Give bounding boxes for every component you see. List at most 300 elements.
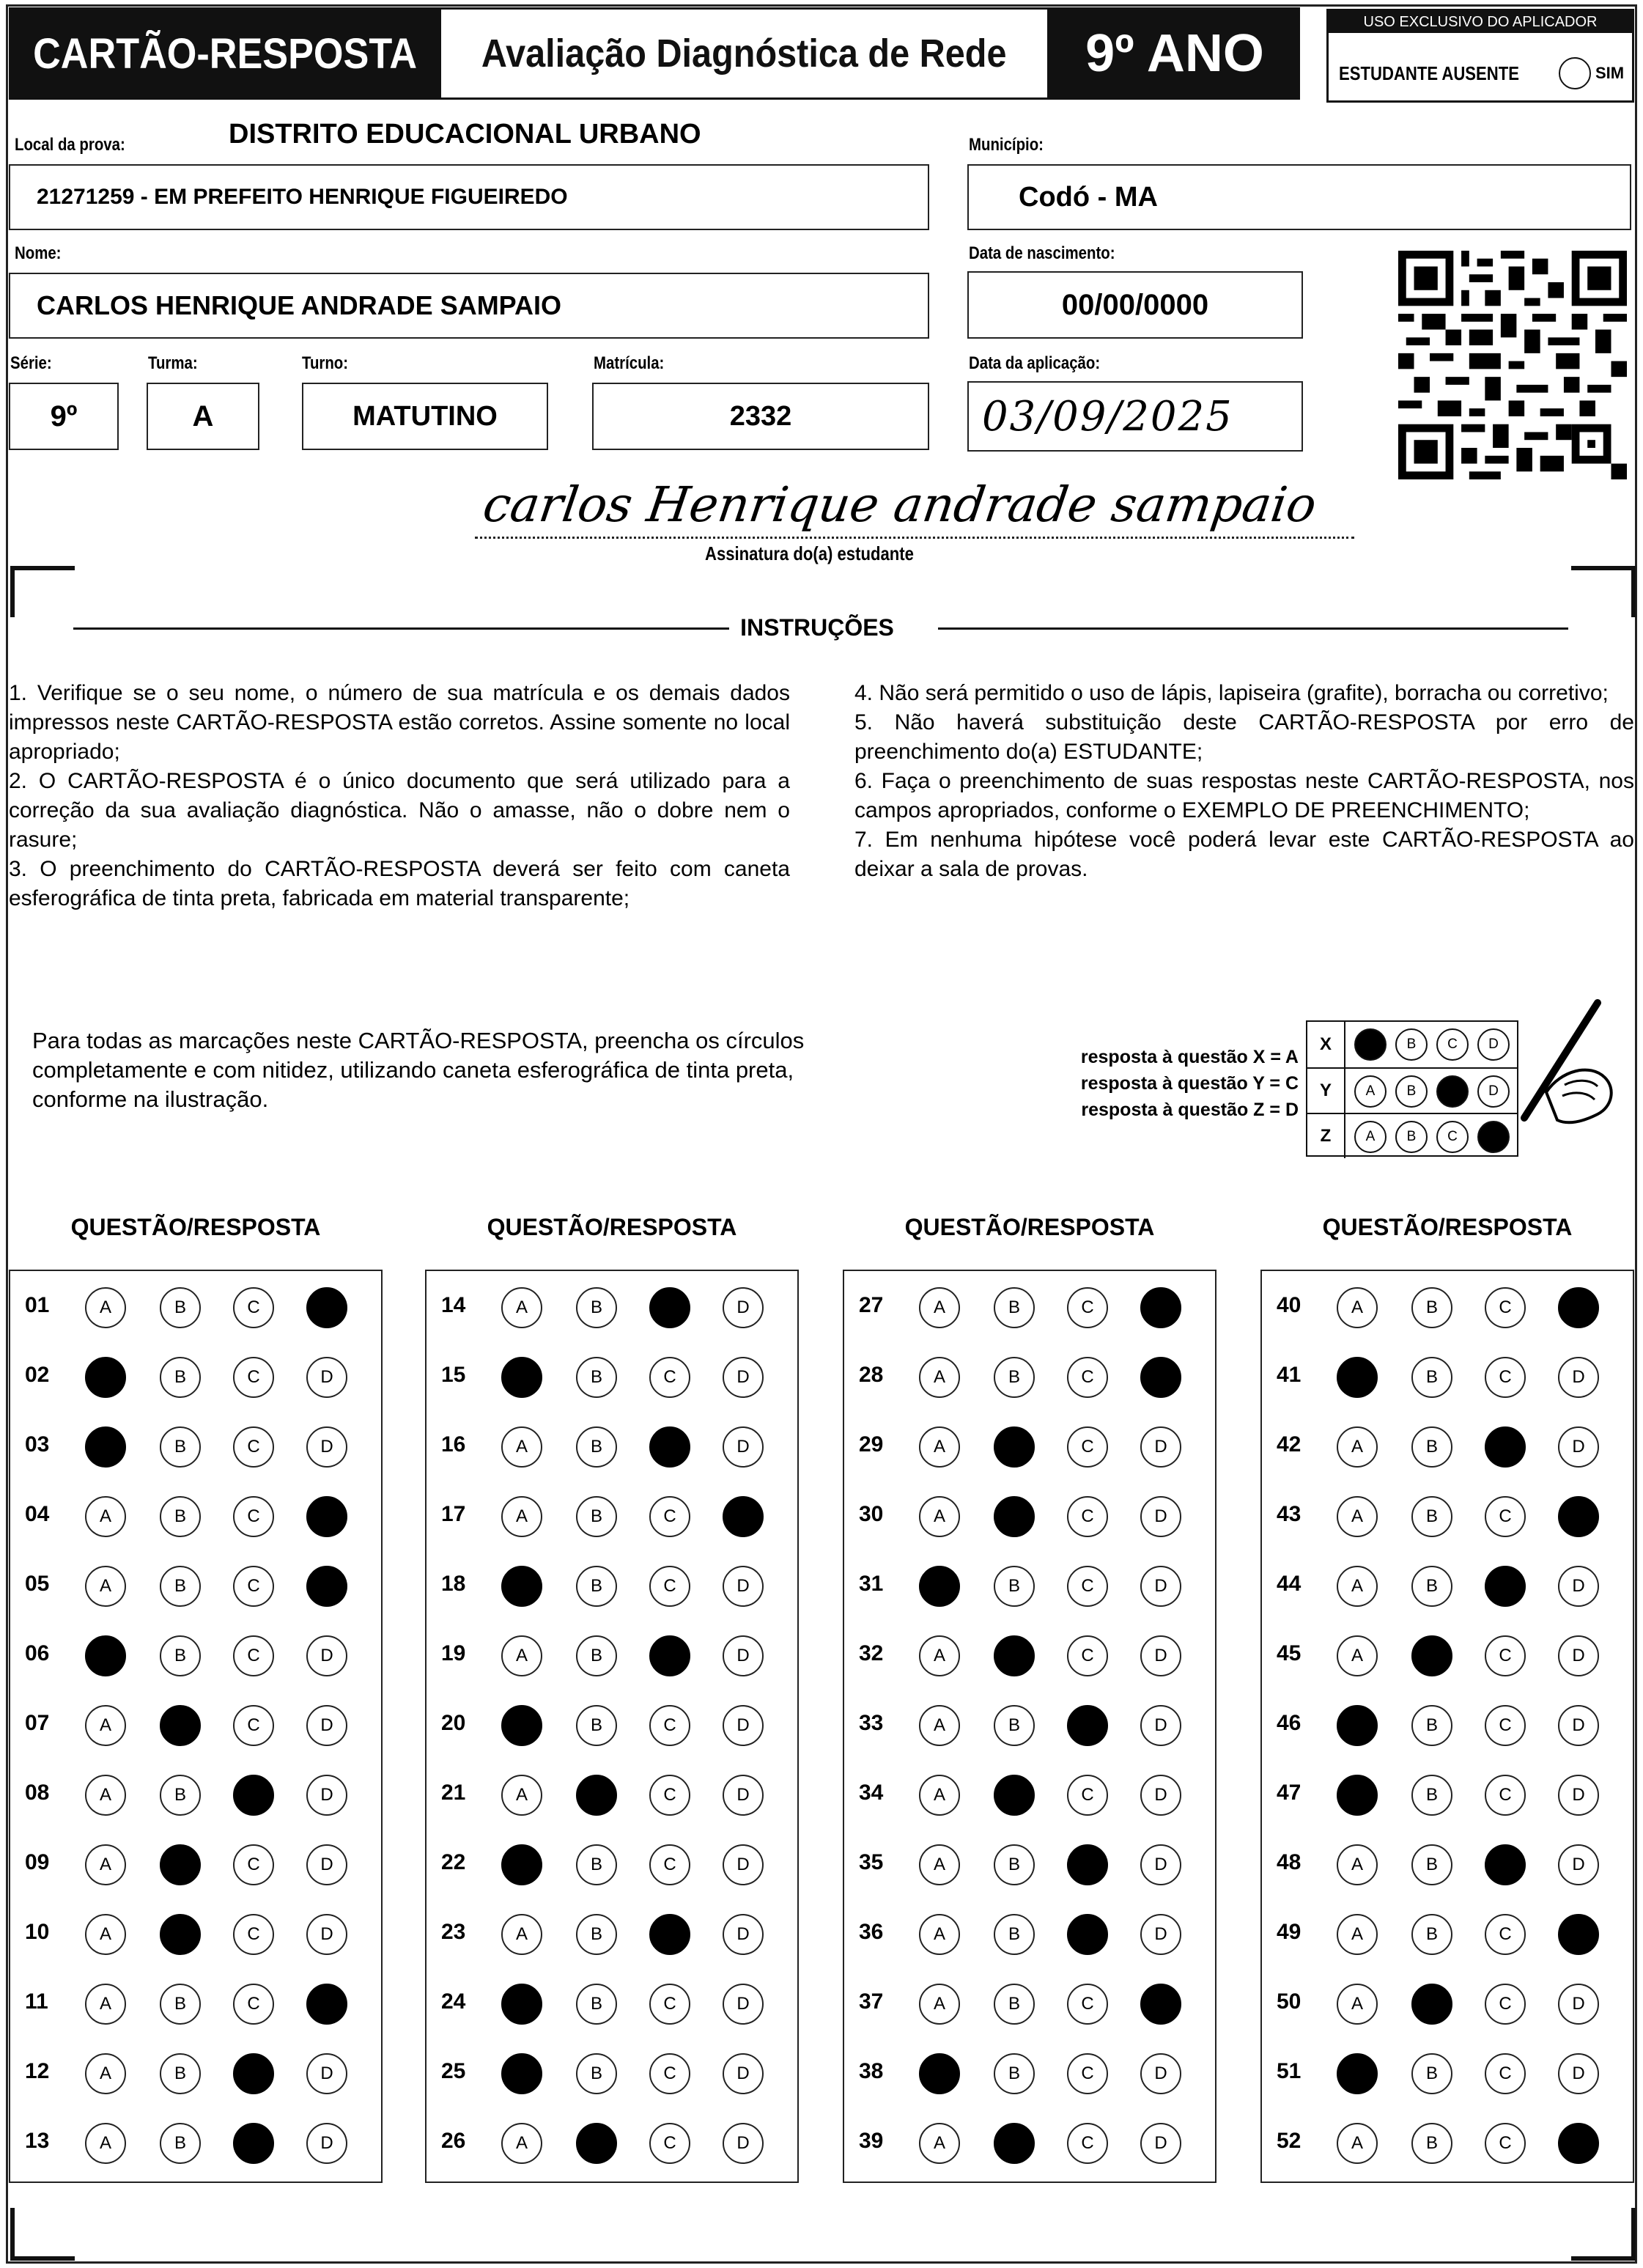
bubble-letter: C <box>247 1924 260 1944</box>
answer-bubble-a[interactable] <box>501 1357 542 1398</box>
bubble-letter: B <box>1425 1367 1438 1387</box>
answer-bubble-c[interactable] <box>233 1705 274 1746</box>
answer-bubble-d[interactable] <box>1558 2053 1599 2094</box>
answer-bubble-c[interactable] <box>233 2053 274 2094</box>
answer-bubble-c[interactable] <box>233 1984 274 2025</box>
answer-bubble-b[interactable] <box>1411 1844 1452 1885</box>
answer-bubble-d[interactable] <box>1558 1635 1599 1676</box>
answer-bubble-a[interactable] <box>1337 1984 1378 2025</box>
answer-bubble-d[interactable] <box>1558 1844 1599 1885</box>
bubble-letter: C <box>247 1576 260 1596</box>
answer-bubble-d[interactable] <box>1558 1914 1599 1955</box>
answer-bubble-c[interactable] <box>649 1914 690 1955</box>
answer-bubble-d[interactable] <box>1140 1287 1181 1328</box>
answer-bubble-b[interactable] <box>1411 1357 1452 1398</box>
question-row <box>10 1412 381 1478</box>
question-row <box>10 1342 381 1408</box>
answer-bubble-a[interactable] <box>85 1984 126 2025</box>
answer-bubble-d[interactable] <box>1558 2123 1599 2164</box>
answer-bubble-b[interactable] <box>160 1984 201 2025</box>
answer-bubble-d[interactable] <box>1558 1705 1599 1746</box>
answer-bubble-c[interactable] <box>1485 1914 1526 1955</box>
answer-bubble-a[interactable] <box>501 1775 542 1816</box>
municipio-label: Município: <box>969 135 1044 155</box>
answer-bubble-b[interactable] <box>576 2123 617 2164</box>
answer-bubble-a[interactable] <box>85 1496 126 1537</box>
answer-bubble-b[interactable] <box>160 1844 201 1885</box>
answer-bubble-a[interactable] <box>1337 2053 1378 2094</box>
answer-bubble-a[interactable] <box>919 1496 960 1537</box>
answer-bubble-b[interactable] <box>160 1357 201 1398</box>
answer-bubble-c[interactable] <box>649 1705 690 1746</box>
bubble-letter: A <box>99 2063 111 2083</box>
question-row <box>1262 1412 1633 1478</box>
answer-bubble-c[interactable] <box>1485 1496 1526 1537</box>
matricula-value: 2332 <box>729 400 792 432</box>
answer-bubble-c[interactable] <box>1485 1635 1526 1676</box>
answer-bubble-d[interactable] <box>306 1705 347 1746</box>
answer-bubble-b[interactable] <box>1411 2123 1452 2164</box>
answer-bubble-d[interactable] <box>306 1357 347 1398</box>
answer-bubble-c[interactable] <box>1067 1775 1108 1816</box>
answer-bubble-c[interactable] <box>233 1635 274 1676</box>
answer-bubble-b[interactable] <box>160 1635 201 1676</box>
answer-bubble-c[interactable] <box>233 1844 274 1885</box>
answer-bubble-c[interactable] <box>233 1287 274 1328</box>
answer-bubble-c[interactable] <box>233 1357 274 1398</box>
answer-bubble-c[interactable] <box>649 1844 690 1885</box>
answer-bubble-b[interactable] <box>576 1426 617 1468</box>
answer-bubble-c[interactable] <box>1485 1357 1526 1398</box>
answer-bubble-b[interactable] <box>994 1775 1035 1816</box>
answer-column <box>425 1270 799 2183</box>
answer-bubble-a[interactable] <box>1337 2123 1378 2164</box>
answer-bubble-d[interactable] <box>1140 1984 1181 2025</box>
answer-bubble-b[interactable] <box>160 1775 201 1816</box>
answer-bubble-c[interactable] <box>1067 1844 1108 1885</box>
instruction-2: 2. O CARTÃO-RESPOSTA é o único documento que será utilizado para a correção da sua avaliação diagnóstica. Não o amasse, não o dobre nem o rasure; <box>9 769 790 852</box>
answer-bubble-c[interactable] <box>1485 1844 1526 1885</box>
bubble-letter: A <box>99 1994 111 2014</box>
answer-bubble-c[interactable] <box>233 2123 274 2164</box>
answer-bubble-d[interactable] <box>1140 2053 1181 2094</box>
answer-bubble-a[interactable] <box>501 2123 542 2164</box>
answer-bubble-b[interactable] <box>576 1984 617 2025</box>
answer-bubble-a[interactable] <box>85 1705 126 1746</box>
answer-bubble-b[interactable] <box>1411 1426 1452 1468</box>
answer-bubble-c[interactable] <box>233 1426 274 1468</box>
answer-bubble-c[interactable] <box>1485 1566 1526 1607</box>
answer-bubble-c[interactable] <box>1067 1566 1108 1607</box>
answer-bubble-a[interactable] <box>1337 1496 1378 1537</box>
answer-bubble-b[interactable] <box>994 1914 1035 1955</box>
answer-bubble-c[interactable] <box>1067 1287 1108 1328</box>
answer-bubble-c[interactable] <box>1067 2123 1108 2164</box>
answer-bubble-a[interactable] <box>919 1844 960 1885</box>
question-number: 02 <box>25 1363 50 1387</box>
answer-bubble-a[interactable] <box>1337 1426 1378 1468</box>
question-number: 47 <box>1277 1781 1302 1805</box>
answer-bubble-d[interactable] <box>723 1566 764 1607</box>
answer-bubble-c[interactable] <box>649 1775 690 1816</box>
bubble-letter: B <box>174 2133 186 2153</box>
answer-bubble-a[interactable] <box>1337 1775 1378 1816</box>
answer-bubble-b[interactable] <box>1411 1566 1452 1607</box>
answer-bubble-d[interactable] <box>1140 1705 1181 1746</box>
answer-bubble-b[interactable] <box>994 1357 1035 1398</box>
answer-bubble-a[interactable] <box>919 1705 960 1746</box>
answer-bubble-c[interactable] <box>1067 2053 1108 2094</box>
municipio-field <box>967 164 1631 230</box>
answer-bubble-a[interactable] <box>85 1287 126 1328</box>
answer-bubble-b[interactable] <box>1411 2053 1452 2094</box>
example-row-label: X <box>1307 1022 1345 1067</box>
answer-bubble-c[interactable] <box>1485 1287 1526 1328</box>
answer-bubble-d[interactable] <box>1558 1775 1599 1816</box>
question-number: 50 <box>1277 1989 1302 2014</box>
bubble-letter: B <box>174 1646 186 1665</box>
bubble-letter: B <box>1425 1576 1438 1596</box>
column-header: QUESTÃO/RESPOSTA <box>1322 1214 1573 1240</box>
question-number: 23 <box>441 1920 466 1944</box>
bubble-letter: B <box>590 1506 602 1526</box>
question-row <box>1262 1621 1633 1687</box>
bubble-letter: A <box>933 1715 945 1735</box>
bubble-letter: A <box>1351 1437 1363 1457</box>
answer-bubble-d[interactable] <box>723 1635 764 1676</box>
answer-bubble-d[interactable] <box>1140 1496 1181 1537</box>
question-row <box>427 1690 797 1756</box>
answer-bubble-d[interactable] <box>1558 1426 1599 1468</box>
answer-bubble-c[interactable] <box>1485 1426 1526 1468</box>
answer-bubble-d[interactable] <box>1558 1496 1599 1537</box>
answer-bubble-d[interactable] <box>723 1775 764 1816</box>
answer-bubble-a[interactable] <box>1337 1635 1378 1676</box>
answer-bubble-b[interactable] <box>576 2053 617 2094</box>
answer-bubble-a[interactable] <box>501 1705 542 1746</box>
answer-bubble-d[interactable] <box>1558 1357 1599 1398</box>
bubble-letter: D <box>1154 1576 1167 1596</box>
answer-bubble-c[interactable] <box>1067 1635 1108 1676</box>
turno-label: Turno: <box>302 353 349 373</box>
answer-bubble-c[interactable] <box>649 1287 690 1328</box>
answer-bubble-b[interactable] <box>160 1496 201 1537</box>
answer-bubble-b[interactable] <box>994 1984 1035 2025</box>
instruction-4: 4. Não será permitido o uso de lápis, lapiseira (grafite), borracha ou corretivo; <box>854 681 1609 705</box>
answer-bubble-d[interactable] <box>306 1775 347 1816</box>
answer-bubble-d[interactable] <box>306 2123 347 2164</box>
corner-top-right <box>1571 566 1636 617</box>
answer-bubble-d[interactable] <box>306 1496 347 1537</box>
answer-bubble-a[interactable] <box>1337 1914 1378 1955</box>
question-row <box>844 1481 1215 1547</box>
answer-bubble-d[interactable] <box>723 1914 764 1955</box>
answer-bubble-d[interactable] <box>723 1426 764 1468</box>
question-number: 07 <box>25 1711 50 1735</box>
answer-bubble-d[interactable] <box>723 1705 764 1746</box>
signature-line <box>475 537 1354 539</box>
question-row <box>844 1621 1215 1687</box>
answer-bubble-a[interactable] <box>501 1635 542 1676</box>
answer-bubble-b[interactable] <box>994 1496 1035 1537</box>
answer-bubble-d[interactable] <box>306 1844 347 1885</box>
bubble-letter: B <box>174 1506 186 1526</box>
bubble-letter: B <box>1425 1297 1438 1317</box>
bubble-letter: B <box>174 1367 186 1387</box>
answer-bubble-a[interactable] <box>1337 1357 1378 1398</box>
answer-bubble-d[interactable] <box>306 1635 347 1676</box>
bubble-letter: B <box>174 1297 186 1317</box>
bubble-letter: C <box>663 1506 676 1526</box>
answer-bubble-c[interactable] <box>233 1496 274 1537</box>
answer-bubble-b[interactable] <box>160 1426 201 1468</box>
answer-bubble-a[interactable] <box>919 2123 960 2164</box>
answer-bubble-b[interactable] <box>576 1914 617 1955</box>
answer-bubble-a[interactable] <box>501 1287 542 1328</box>
answer-bubble-a[interactable] <box>919 1914 960 1955</box>
answer-bubble-c[interactable] <box>1067 1914 1108 1955</box>
answer-bubble-d[interactable] <box>1140 1844 1181 1885</box>
answer-bubble-b[interactable] <box>160 2053 201 2094</box>
answer-bubble-d[interactable] <box>723 1357 764 1398</box>
answer-bubble-c[interactable] <box>649 1357 690 1398</box>
answer-bubble-b[interactable] <box>576 1357 617 1398</box>
answer-bubble-b[interactable] <box>1411 1705 1452 1746</box>
bubble-letter: B <box>1425 1785 1438 1805</box>
bubble-letter: C <box>1499 1506 1512 1526</box>
answer-bubble-d[interactable] <box>1558 1566 1599 1607</box>
question-row <box>10 1830 381 1896</box>
answer-bubble-c[interactable] <box>233 1775 274 1816</box>
answer-bubble-a[interactable] <box>919 1635 960 1676</box>
answer-bubble-a[interactable] <box>85 1844 126 1885</box>
answer-bubble-d[interactable] <box>1558 1984 1599 2025</box>
answer-bubble-d[interactable] <box>1140 1426 1181 1468</box>
bubble-letter: D <box>736 1297 750 1317</box>
answer-bubble-b[interactable] <box>576 1635 617 1676</box>
answer-bubble-a[interactable] <box>501 1496 542 1537</box>
bubble-letter: C <box>663 1994 676 2014</box>
answer-bubble-b[interactable] <box>994 1635 1035 1676</box>
answer-bubble-c[interactable] <box>1067 1357 1108 1398</box>
answer-bubble-b[interactable] <box>994 1566 1035 1607</box>
answer-bubble-b[interactable] <box>994 1287 1035 1328</box>
bubble-letter: C <box>1081 1646 1094 1665</box>
nome-label: Nome: <box>15 243 62 263</box>
answer-bubble-a[interactable] <box>501 1914 542 1955</box>
answer-bubble-a[interactable] <box>1337 1705 1378 1746</box>
answer-bubble-c[interactable] <box>649 1984 690 2025</box>
answer-bubble-b[interactable] <box>160 1566 201 1607</box>
bubble-letter: B <box>590 1855 602 1874</box>
bubble-letter: A <box>1351 1576 1363 1596</box>
answer-bubble-b[interactable] <box>994 1426 1035 1468</box>
answer-bubble-b[interactable] <box>1411 1496 1452 1537</box>
bubble-letter: B <box>1425 1855 1438 1874</box>
answer-bubble-a[interactable] <box>1337 1287 1378 1328</box>
answer-bubble-b[interactable] <box>160 1705 201 1746</box>
answer-bubble-c[interactable] <box>649 2123 690 2164</box>
answer-bubble-a[interactable] <box>919 1984 960 2025</box>
answer-bubble-a[interactable] <box>501 1426 542 1468</box>
answer-bubble-d[interactable] <box>306 2053 347 2094</box>
answer-bubble-a[interactable] <box>919 1426 960 1468</box>
instruction-3: 3. O preenchimento do CARTÃO-RESPOSTA deverá ser feito com caneta esferográfica de tinta preta, fabricada em material transparente; <box>9 857 790 910</box>
bubble-letter: D <box>1154 1785 1167 1805</box>
answer-bubble-a[interactable] <box>85 1426 126 1468</box>
answer-bubble-a[interactable] <box>85 2123 126 2164</box>
answer-bubble-a[interactable] <box>919 1566 960 1607</box>
answer-bubble-b[interactable] <box>994 1844 1035 1885</box>
example-bubble: B <box>1395 1075 1428 1108</box>
answer-bubble-a[interactable] <box>85 1635 126 1676</box>
exam-title <box>441 7 1049 100</box>
answer-bubble-b[interactable] <box>160 1914 201 1955</box>
answer-bubble-b[interactable] <box>576 1775 617 1816</box>
answer-bubble-b[interactable] <box>160 2123 201 2164</box>
answer-bubble-a[interactable] <box>919 1775 960 1816</box>
instruction-6: 6. Faça o preenchimento de suas respostas neste CARTÃO-RESPOSTA, nos campos apropriados, conforme o EXEMPLO DE PREENCHIMENTO; <box>854 769 1634 822</box>
answer-bubble-a[interactable] <box>501 1844 542 1885</box>
answer-bubble-d[interactable] <box>723 2123 764 2164</box>
question-row <box>427 1273 797 1339</box>
answer-bubble-d[interactable] <box>306 1426 347 1468</box>
municipio-value: Codó - MA <box>1019 181 1158 213</box>
answer-bubble-a[interactable] <box>85 1914 126 1955</box>
bubble-letter: B <box>1008 1924 1020 1944</box>
bubble-letter: C <box>663 2063 676 2083</box>
answer-bubble-c[interactable] <box>233 1566 274 1607</box>
answer-bubble-c[interactable] <box>1067 1496 1108 1537</box>
answer-bubble-c[interactable] <box>1485 1705 1526 1746</box>
bubble-letter: A <box>515 1785 528 1805</box>
bubble-letter: B <box>1008 1576 1020 1596</box>
bubble-letter: B <box>1425 1437 1438 1457</box>
answer-bubble-b[interactable] <box>1411 1775 1452 1816</box>
answer-bubble-c[interactable] <box>649 2053 690 2094</box>
question-number: 52 <box>1277 2129 1302 2153</box>
answer-bubble-d[interactable] <box>1140 2123 1181 2164</box>
instructions-left <box>9 679 790 913</box>
question-row <box>844 2108 1215 2174</box>
answer-bubble-a[interactable] <box>1337 1844 1378 1885</box>
answer-bubble-a[interactable] <box>85 1357 126 1398</box>
bubble-letter: A <box>1351 1924 1363 1944</box>
bubble-letter: D <box>1572 1785 1585 1805</box>
absent-checkbox[interactable] <box>1559 57 1591 89</box>
answer-bubble-c[interactable] <box>1485 1775 1526 1816</box>
question-number: 16 <box>441 1432 466 1457</box>
answer-bubble-a[interactable] <box>85 1566 126 1607</box>
example-legend <box>1035 1044 1299 1123</box>
bubble-letter: C <box>663 2133 676 2153</box>
answer-bubble-a[interactable] <box>1337 1566 1378 1607</box>
answer-bubble-b[interactable] <box>994 1705 1035 1746</box>
answer-bubble-b[interactable] <box>160 1287 201 1328</box>
question-row <box>1262 1899 1633 1965</box>
question-row <box>1262 1830 1633 1896</box>
answer-bubble-d[interactable] <box>1140 1566 1181 1607</box>
answer-bubble-b[interactable] <box>576 1844 617 1885</box>
answer-bubble-d[interactable] <box>306 1914 347 1955</box>
answer-bubble-a[interactable] <box>919 1287 960 1328</box>
answer-bubble-d[interactable] <box>306 1984 347 2025</box>
answer-bubble-c[interactable] <box>1067 1984 1108 2025</box>
answer-bubble-c[interactable] <box>233 1914 274 1955</box>
answer-bubble-b[interactable] <box>1411 1287 1452 1328</box>
answer-bubble-b[interactable] <box>576 1705 617 1746</box>
example-bubble: C <box>1436 1121 1469 1153</box>
answer-bubble-a[interactable] <box>919 1357 960 1398</box>
answer-bubble-b[interactable] <box>576 1496 617 1537</box>
answer-bubble-b[interactable] <box>1411 1984 1452 2025</box>
question-row <box>1262 1551 1633 1617</box>
nascimento-value: 00/00/0000 <box>1061 288 1209 321</box>
answer-bubble-c[interactable] <box>1067 1426 1108 1468</box>
answer-bubble-b[interactable] <box>576 1566 617 1607</box>
answer-bubble-d[interactable] <box>723 1496 764 1537</box>
column-header: QUESTÃO/RESPOSTA <box>487 1214 737 1240</box>
answer-bubble-d[interactable] <box>306 1287 347 1328</box>
answer-bubble-b[interactable] <box>994 2053 1035 2094</box>
answer-bubble-d[interactable] <box>306 1566 347 1607</box>
answer-bubble-c[interactable] <box>1067 1705 1108 1746</box>
answer-bubble-b[interactable] <box>994 2123 1035 2164</box>
instructions-title: INSTRUÇÕES <box>740 614 894 641</box>
question-number: 14 <box>441 1293 466 1317</box>
answer-bubble-c[interactable] <box>1485 2123 1526 2164</box>
answer-bubble-d[interactable] <box>723 1287 764 1328</box>
matricula-label: Matrícula: <box>594 353 665 373</box>
answer-bubble-d[interactable] <box>1140 1914 1181 1955</box>
answer-bubble-c[interactable] <box>649 1566 690 1607</box>
question-row <box>1262 1481 1633 1547</box>
answer-bubble-b[interactable] <box>1411 1914 1452 1955</box>
question-number: 17 <box>441 1502 466 1526</box>
answer-bubble-b[interactable] <box>576 1287 617 1328</box>
answer-bubble-d[interactable] <box>1140 1357 1181 1398</box>
answer-bubble-a[interactable] <box>919 2053 960 2094</box>
answer-bubble-c[interactable] <box>1485 1984 1526 2025</box>
answer-bubble-d[interactable] <box>1140 1775 1181 1816</box>
answer-bubble-c[interactable] <box>649 1496 690 1537</box>
turma-value: A <box>192 400 214 432</box>
answer-bubble-a[interactable] <box>501 1984 542 2025</box>
answer-bubble-a[interactable] <box>85 1775 126 1816</box>
question-row <box>844 1551 1215 1617</box>
answer-bubble-a[interactable] <box>501 2053 542 2094</box>
answer-bubble-d[interactable] <box>1140 1635 1181 1676</box>
bubble-letter: B <box>590 1576 602 1596</box>
instructions-line-right <box>938 627 1568 630</box>
answer-bubble-d[interactable] <box>723 1844 764 1885</box>
answer-bubble-c[interactable] <box>1485 2053 1526 2094</box>
answer-bubble-a[interactable] <box>501 1566 542 1607</box>
question-row <box>1262 1342 1633 1408</box>
instructions-line-left <box>73 627 729 630</box>
answer-bubble-a[interactable] <box>85 2053 126 2094</box>
answer-bubble-d[interactable] <box>723 2053 764 2094</box>
answer-bubble-d[interactable] <box>1558 1287 1599 1328</box>
question-row <box>844 1273 1215 1339</box>
answer-bubble-b[interactable] <box>1411 1635 1452 1676</box>
question-row <box>844 1830 1215 1896</box>
answer-bubble-c[interactable] <box>649 1426 690 1468</box>
answer-bubble-d[interactable] <box>723 1984 764 2025</box>
applicator-box <box>1326 9 1634 103</box>
nascimento-field <box>967 271 1303 339</box>
answer-bubble-c[interactable] <box>649 1635 690 1676</box>
